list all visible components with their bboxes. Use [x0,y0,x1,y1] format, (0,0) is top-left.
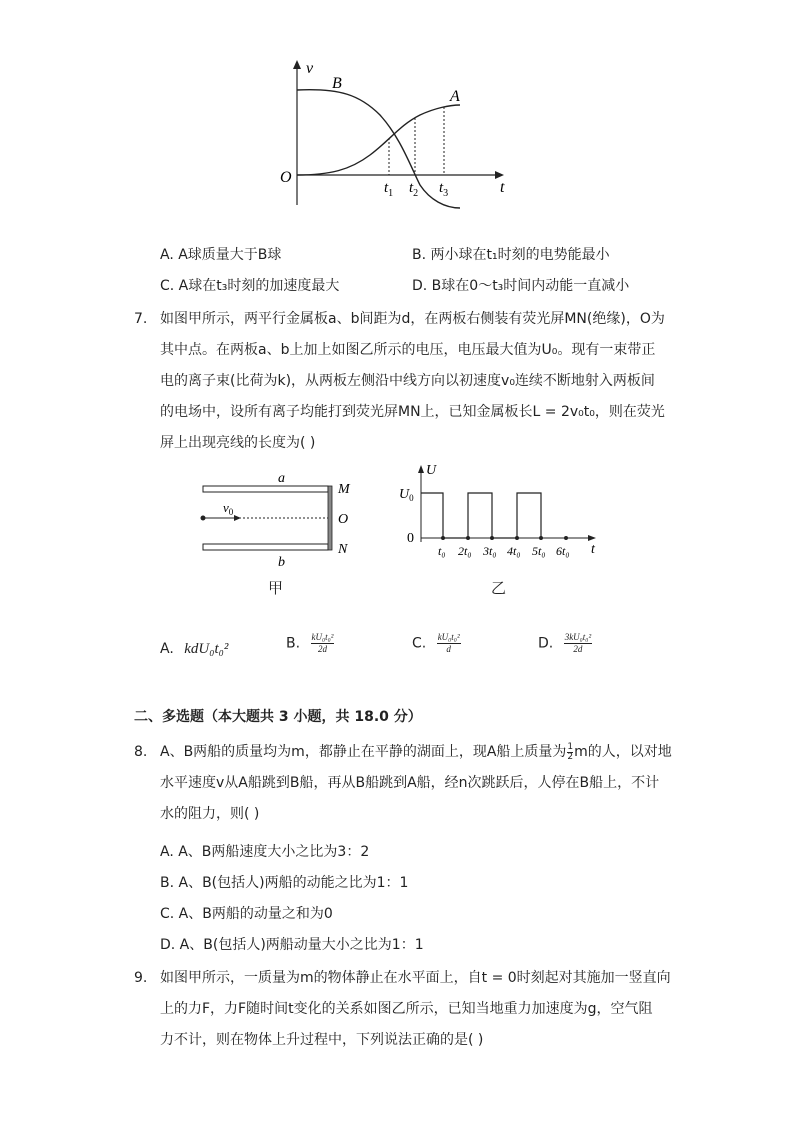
voltage-time-figure [395,460,605,560]
q8-half-fraction [567,743,573,762]
q6-option-c[interactable]: C. A球在t₃时刻的加速度最大 [160,278,340,294]
tick-dot-1 [441,536,445,540]
v-axis-label: v [306,60,314,77]
t-axis-label: t [591,542,595,557]
q6-option-a[interactable]: A. A球质量大于B球 [160,247,282,263]
u-axis-label: U [426,463,437,478]
q7-option-c-num: kU₀t₀² [437,632,460,642]
tick-dot-6 [564,536,568,540]
tick-label-3: 3t₀ [483,544,497,558]
tick-dot-3 [490,536,494,540]
q8-line-2: 水平速度v从A船跳到B船，再从B船跳到A船，经n次跳跃后，人停在B船上，不计 [160,775,660,791]
v0-label: $v_0$ [223,500,234,517]
plate-b [203,544,328,550]
tick-dot-4 [515,536,519,540]
q7-option-a-prefix: A. [160,641,174,657]
q9-line-1: 如图甲所示，一质量为m的物体静止在水平面上，自t = 0时刻起对其施加一竖直向 [160,970,671,986]
tick-label-1: t₀ [438,544,446,558]
t1-label: $t_1$ [384,180,394,199]
tick-label-5: 5t₀ [532,544,546,558]
v0-arrowhead [234,515,241,521]
v-axis-arrow [293,60,301,69]
q7-option-d-prefix: D. [538,635,554,652]
q8-line-1 [160,742,672,762]
velocity-time-graph [270,55,520,215]
q8-option-b[interactable]: B. A、B(包括人)两船的动能之比为1：1 [160,875,409,891]
q8-line-1-post: m的人，以对地 [574,744,672,760]
tick-label-6: 6t₀ [556,544,570,558]
curve-b-label: B [332,75,342,92]
q7-line-2: 其中点。在两板a、b上加上如图乙所示的电压，电压最大值为U₀。现有一束带正 [160,342,656,358]
t3-label: $t_3$ [439,180,449,199]
q7-option-a[interactable] [160,639,228,659]
q7-option-c-prefix: C. [412,635,427,652]
curve-a-label: A [450,88,460,105]
u0-label: $U_0$ [399,487,414,503]
t-axis-arrow [495,171,504,179]
q9-line-2: 上的力F，力F随时间t变化的关系如图乙所示，已知当地重力加速度为g，空气阻 [160,1001,653,1017]
u-axis-arrow [418,465,424,473]
q7-option-b-den: 2d [317,644,327,654]
q8-number: 8. [134,744,148,760]
q7-option-b-num: kU₀t₀² [311,632,334,642]
q7-line-1: 如图甲所示，两平行金属板a、b间距为d，在两板右侧装有荧光屏MN(绝缘)，O为 [160,311,665,327]
curve-a [297,105,460,175]
q7-line-4: 的电场中，设所有离子均能打到荧光屏MN上，已知金属板长L = 2v₀t₀，则在荧光 [160,404,665,420]
plate-a [203,486,328,492]
t-axis-label: t [500,179,505,196]
q7-option-b-frac [311,632,335,655]
q7-line-5: 屏上出现亮线的长度为( ) [160,435,316,451]
q7-option-c-den: d [446,644,451,654]
q8-fraction-num: 1 [567,741,574,752]
q7-option-d[interactable] [538,632,592,655]
tick-label-2: 2t₀ [458,544,472,558]
square-wave [421,493,541,538]
q7-option-b[interactable] [286,632,334,655]
q7-option-c[interactable] [412,632,461,655]
label-o: O [338,512,349,527]
q8-option-c[interactable]: C. A、B两船的动量之和为0 [160,906,333,922]
fig-yi-caption: 乙 [491,579,507,597]
parallel-plates-figure [195,468,365,568]
q7-option-d-den: 2d [573,644,583,654]
tick-dot-5 [539,536,543,540]
plate-a-label: a [278,471,285,486]
label-m: M [338,482,350,497]
q7-option-c-frac [437,632,461,655]
plate-b-label: b [278,555,285,568]
q7-option-d-frac [564,632,592,655]
q7-line-3: 电的离子束(比荷为k)，从两板左侧沿中线方向以初速度v₀连续不断地射入两板间 [160,373,655,389]
q6-option-d[interactable]: D. B球在0～t₃时间内动能一直减小 [412,278,630,294]
q7-option-b-prefix: B. [286,635,301,652]
fig-jia-caption: 甲 [268,579,284,597]
q8-fraction-den: 2 [567,751,574,762]
q8-line-3: 水的阻力，则( ) [160,806,260,822]
q9-number: 9. [134,970,148,986]
t2-label: $t_2$ [409,180,419,199]
tick-dot-2 [466,536,470,540]
q8-option-d[interactable]: D. A、B(包括人)两船动量大小之比为1：1 [160,937,424,953]
zero-label: 0 [407,531,414,546]
time-axis-arrow [588,535,596,541]
q6-option-b[interactable]: B. 两小球在t₁时刻的电势能最小 [412,247,610,263]
q8-option-a[interactable]: A. A、B两船速度大小之比为3：2 [160,844,370,860]
q7-option-d-num: 3kU₀t₀² [564,632,592,642]
q7-option-a-expr: kdU₀t₀² [184,641,229,657]
screen-mn [328,486,332,550]
label-n: N [338,542,348,557]
tick-label-4: 4t₀ [507,544,521,558]
q8-line-1-pre: A、B两船的质量均为m，都静止在平静的湖面上，现A船上质量为 [160,744,567,760]
q9-line-3: 力不计，则在物体上升过程中，下列说法正确的是( ) [160,1032,484,1048]
section-multiple-choice-header: 二、多选题（本大题共 3 小题，共 18.0 分） [134,709,422,725]
q7-number: 7. [134,311,148,327]
origin-label: O [280,169,292,186]
